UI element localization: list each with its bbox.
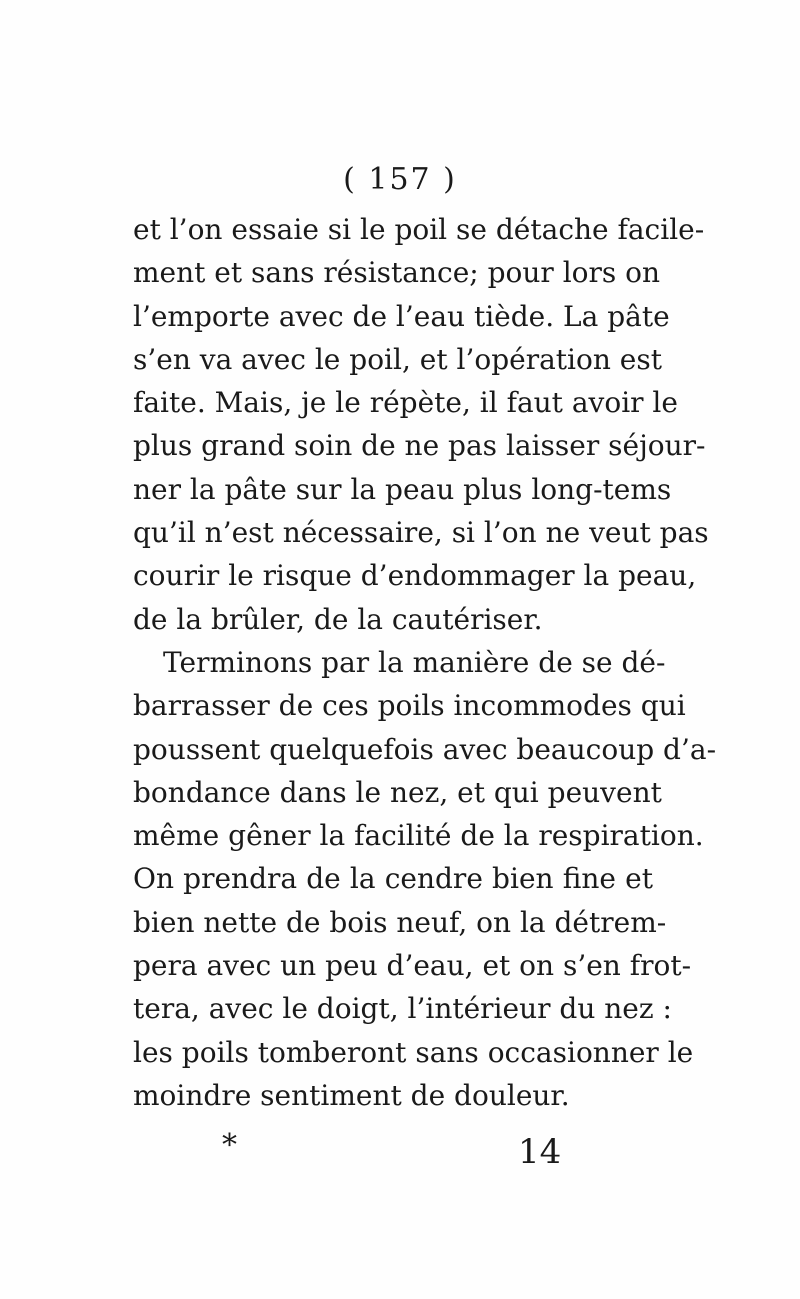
text-line: faite. Mais, je le répète, il faut avoir le <box>133 386 678 420</box>
text-line: et l’on essaie si le poil se détache facile- <box>133 213 705 246</box>
signature-number: 14 <box>518 1132 562 1172</box>
text-line: de la brûler, de la cautériser. <box>133 602 543 636</box>
signature-mark: * <box>222 1128 237 1163</box>
text-line: qu’il n’est nécessaire, si l’on ne veut pas <box>133 516 709 550</box>
text-line: poussent quelquefois avec beaucoup d’a- <box>133 732 717 766</box>
text-line: barrasser de ces poils incommodes qui <box>133 689 686 723</box>
page-number: ( 157 ) <box>343 162 457 197</box>
text-line: courir le risque d’endommager la peau, <box>133 559 697 593</box>
text-line: ner la pâte sur la peau plus long-tems <box>133 472 672 506</box>
text-line: On prendra de la cendre bien fine et <box>133 862 653 896</box>
text-line: moindre sentiment de douleur. <box>133 1078 570 1112</box>
text-line: l’emporte avec de l’eau tiède. La pâte <box>133 299 670 333</box>
text-line: plus grand soin de ne pas laisser séjour- <box>133 429 706 463</box>
text-line: pera avec un peu d’eau, et on s’en frot- <box>133 949 692 983</box>
text-line: Terminons par la manière de se dé- <box>163 645 666 679</box>
text-line: tera, avec le doigt, l’intérieur du nez : <box>133 992 672 1026</box>
text-line: bondance dans le nez, et qui peuvent <box>133 775 662 809</box>
text-line: ment et sans résistance; pour lors on <box>133 256 661 290</box>
text-line: les poils tomberont sans occasionner le <box>133 1035 694 1069</box>
text-line: s’en va avec le poil, et l’opération est <box>133 342 662 376</box>
text-line: bien nette de bois neuf, on la détrem- <box>133 905 667 939</box>
body-text <box>133 208 717 1117</box>
text-line: même gêner la facilité de la respiration. <box>133 819 704 853</box>
